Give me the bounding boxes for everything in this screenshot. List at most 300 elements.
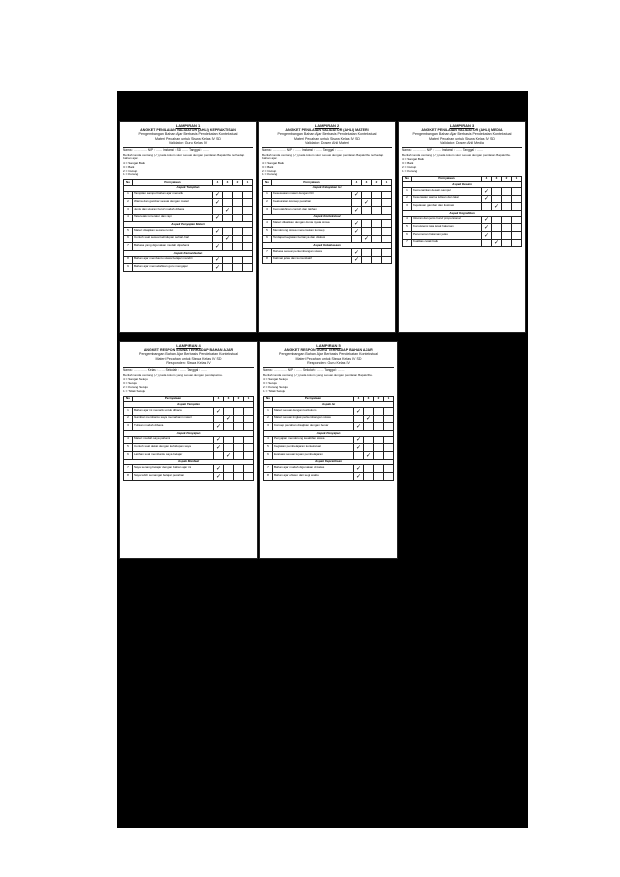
score-cell[interactable] — [354, 436, 364, 444]
score-cell[interactable] — [502, 195, 512, 203]
check-mark-icon: ✓ — [355, 407, 362, 415]
scale-item: 1 = Kurang — [123, 172, 139, 177]
score-cell[interactable] — [364, 415, 374, 423]
sheet-header — [123, 124, 253, 145]
score-cell[interactable] — [492, 203, 502, 211]
score-cell[interactable] — [233, 199, 243, 207]
table-row — [263, 256, 392, 264]
score-cell[interactable] — [384, 423, 394, 431]
score-cell[interactable] — [364, 436, 374, 444]
score-scale — [402, 158, 522, 173]
score-cell[interactable] — [364, 407, 374, 415]
col-statement-header: Pernyataan — [412, 176, 482, 182]
col-no-header: No — [263, 180, 272, 186]
questionnaire-sheet-4 — [119, 341, 258, 559]
row-number: 6 — [124, 452, 133, 460]
score-cell[interactable] — [233, 235, 243, 243]
score-cell[interactable] — [384, 473, 394, 481]
row-statement: Warna dan gambar sesuai dengan materi — [133, 199, 213, 207]
row-statement: Tampilan sampul bahan ajar menarik — [133, 191, 213, 199]
score-cell[interactable] — [362, 228, 372, 236]
score-cell[interactable] — [384, 452, 394, 460]
score-cell[interactable] — [364, 473, 374, 481]
score-cell[interactable] — [244, 465, 254, 473]
score-cell[interactable] — [214, 473, 224, 481]
score-cell[interactable] — [233, 264, 243, 272]
score-cell[interactable] — [492, 216, 502, 224]
score-cell[interactable] — [482, 187, 492, 195]
sheet-topic: Materi Pecahan untuk Siswa Kelas IV SD — [295, 356, 362, 361]
sheet-title: ANGKET PENILAIAN VALIDATOR (AHLI) MATERI — [285, 128, 369, 133]
table-row — [124, 415, 254, 423]
row-statement: Gambar membantu saya memahami materi — [133, 415, 214, 423]
score-cell[interactable] — [502, 203, 512, 211]
row-statement: Contoh soal sesuai kehidupan sehari-hari — [133, 235, 213, 243]
check-mark-icon: ✓ — [353, 256, 360, 264]
col-score-header: 1 — [244, 396, 254, 402]
score-cell[interactable] — [243, 264, 253, 272]
col-statement-header: Pernyataan — [272, 180, 352, 186]
score-cell[interactable] — [354, 465, 364, 473]
scale-item: 4 = Sangat Setuju — [263, 377, 288, 382]
score-cell[interactable] — [352, 228, 362, 236]
table-row — [264, 436, 394, 444]
score-cell[interactable] — [213, 235, 223, 243]
row-number: 1 — [403, 187, 412, 195]
score-cell[interactable] — [352, 206, 362, 214]
score-cell[interactable] — [354, 415, 364, 423]
score-cell[interactable] — [354, 452, 364, 460]
score-cell[interactable] — [384, 407, 394, 415]
table-row — [124, 436, 254, 444]
score-cell[interactable] — [374, 444, 384, 452]
score-cell[interactable] — [512, 239, 522, 247]
check-mark-icon: ✓ — [353, 219, 360, 227]
table-row — [403, 224, 522, 232]
score-cell[interactable] — [382, 199, 392, 207]
score-cell[interactable] — [243, 235, 253, 243]
questionnaire-sheet-3 — [398, 121, 526, 333]
score-cell[interactable] — [244, 423, 254, 431]
score-cell[interactable] — [243, 191, 253, 199]
score-cell[interactable] — [234, 436, 244, 444]
score-cell[interactable] — [233, 256, 243, 264]
score-cell[interactable] — [224, 452, 234, 460]
col-no-header: No — [264, 396, 273, 402]
score-cell[interactable] — [223, 235, 233, 243]
check-mark-icon: ✓ — [215, 407, 222, 415]
score-cell[interactable] — [362, 235, 372, 243]
score-cell[interactable] — [244, 452, 254, 460]
score-cell[interactable] — [512, 232, 522, 240]
score-cell[interactable] — [223, 228, 233, 236]
check-mark-icon: ✓ — [215, 422, 222, 430]
score-cell[interactable] — [234, 465, 244, 473]
score-cell[interactable] — [492, 224, 502, 232]
score-cell[interactable] — [354, 423, 364, 431]
score-cell[interactable] — [223, 206, 233, 214]
table-row — [124, 235, 253, 243]
score-cell[interactable] — [224, 444, 234, 452]
score-cell[interactable] — [224, 436, 234, 444]
check-mark-icon: ✓ — [363, 198, 370, 206]
score-cell[interactable] — [213, 228, 223, 236]
score-cell[interactable] — [214, 415, 224, 423]
score-cell[interactable] — [234, 452, 244, 460]
score-cell[interactable] — [364, 423, 374, 431]
row-number: 6 — [263, 235, 272, 243]
table-row — [263, 220, 392, 228]
row-statement: Konsistensi tata letak halaman — [412, 224, 482, 232]
score-cell[interactable] — [512, 224, 522, 232]
row-number: 3 — [264, 423, 273, 431]
row-statement: Kualitas cetak baik — [412, 239, 482, 247]
score-cell[interactable] — [234, 415, 244, 423]
score-cell[interactable] — [244, 415, 254, 423]
score-cell[interactable] — [233, 228, 243, 236]
col-score-header: 2 — [374, 396, 384, 402]
score-cell[interactable] — [374, 423, 384, 431]
col-no-header: No — [403, 176, 412, 182]
row-number: 4 — [264, 436, 273, 444]
score-cell[interactable] — [243, 214, 253, 222]
score-cell[interactable] — [243, 199, 253, 207]
score-cell[interactable] — [492, 232, 502, 240]
check-mark-icon: ✓ — [365, 415, 372, 423]
score-cell[interactable] — [372, 235, 382, 243]
score-cell[interactable] — [354, 407, 364, 415]
check-mark-icon: ✓ — [353, 248, 360, 256]
score-cell[interactable] — [372, 256, 382, 264]
score-cell[interactable] — [502, 224, 512, 232]
score-cell[interactable] — [213, 206, 223, 214]
score-cell[interactable] — [243, 243, 253, 251]
score-cell[interactable] — [223, 191, 233, 199]
score-cell[interactable] — [352, 256, 362, 264]
score-cell[interactable] — [382, 249, 392, 257]
score-cell[interactable] — [223, 256, 233, 264]
score-cell[interactable] — [224, 407, 234, 415]
sheet-topic: Materi Pecahan untuk Siswa Kelas IV SD — [155, 356, 222, 361]
score-cell[interactable] — [384, 415, 394, 423]
row-number: 6 — [124, 235, 133, 243]
score-cell[interactable] — [512, 203, 522, 211]
row-number: 7 — [124, 465, 133, 473]
row-number: 8 — [263, 256, 272, 264]
table-row — [124, 214, 253, 222]
rating-table — [123, 179, 253, 272]
score-cell[interactable] — [364, 452, 374, 460]
col-score-header: 4 — [214, 396, 224, 402]
section-title: Aspek Penyajian — [124, 431, 254, 437]
table-row — [403, 203, 522, 211]
score-cell[interactable] — [502, 239, 512, 247]
score-cell[interactable] — [224, 473, 234, 481]
score-cell[interactable] — [243, 206, 253, 214]
scale-item: 4 = Sangat Baik — [262, 161, 284, 165]
score-cell[interactable] — [372, 228, 382, 236]
score-cell[interactable] — [364, 444, 374, 452]
check-mark-icon: ✓ — [224, 235, 231, 243]
score-cell[interactable] — [384, 444, 394, 452]
col-score-header: 3 — [224, 396, 234, 402]
col-score-header: 3 — [364, 396, 374, 402]
score-cell[interactable] — [502, 187, 512, 195]
page-background — [117, 91, 528, 828]
score-cell[interactable] — [374, 465, 384, 473]
score-cell[interactable] — [374, 407, 384, 415]
score-cell[interactable] — [234, 423, 244, 431]
col-score-header: 1 — [243, 180, 253, 186]
score-cell[interactable] — [224, 465, 234, 473]
col-score-header: 1 — [512, 176, 522, 182]
sheet-topic: Materi Pecahan untuk Siswa Kelas IV SD — [155, 136, 221, 141]
score-cell[interactable] — [512, 216, 522, 224]
score-cell[interactable] — [482, 224, 492, 232]
score-cell[interactable] — [374, 415, 384, 423]
row-statement: Bahan ajar membantu siswa belajar mandiri — [133, 256, 213, 264]
row-number: 1 — [264, 407, 273, 415]
score-cell[interactable] — [374, 473, 384, 481]
score-cell[interactable] — [492, 239, 502, 247]
sheet-title: ANGKET RESPON GURU TERHADAP BAHAN AJAR — [284, 348, 373, 353]
score-cell[interactable] — [362, 199, 372, 207]
row-statement: Materi dikaitkan dengan dunia nyata siswa — [272, 220, 352, 228]
row-statement: Kesesuaian materi dengan KD — [272, 191, 352, 199]
sheet-header — [402, 124, 522, 145]
score-cell[interactable] — [362, 256, 372, 264]
section-title: Aspek Kebahasaan — [263, 243, 392, 249]
score-cell[interactable] — [384, 465, 394, 473]
table-row — [264, 444, 394, 452]
score-cell[interactable] — [213, 264, 223, 272]
score-cell[interactable] — [372, 206, 382, 214]
score-cell[interactable] — [382, 256, 392, 264]
sheet-subtitle: Pengembangan Bahan Ajar Berbasis Pendekatan Kontekstual — [139, 352, 238, 357]
table-row — [263, 199, 392, 207]
score-cell[interactable] — [482, 203, 492, 211]
score-cell[interactable] — [382, 235, 392, 243]
table-row — [403, 232, 522, 240]
col-statement-header: Pernyataan — [273, 396, 354, 402]
score-cell[interactable] — [382, 206, 392, 214]
appendix-label: LAMPIRAN 4 — [176, 343, 201, 348]
check-mark-icon: ✓ — [493, 239, 500, 247]
check-mark-icon: ✓ — [224, 206, 231, 214]
score-cell[interactable] — [482, 195, 492, 203]
score-cell[interactable] — [233, 206, 243, 214]
score-cell[interactable] — [382, 220, 392, 228]
row-number: 5 — [403, 224, 412, 232]
score-cell[interactable] — [374, 452, 384, 460]
row-number: 2 — [403, 195, 412, 203]
score-cell[interactable] — [213, 243, 223, 251]
identity-fields: Nama : ………… NIP : …… Instansi : SD …… Tanggal : …… — [123, 147, 253, 153]
score-cell[interactable] — [214, 436, 224, 444]
score-cell[interactable] — [482, 216, 492, 224]
score-cell[interactable] — [364, 465, 374, 473]
table-row — [124, 243, 253, 251]
score-cell[interactable] — [352, 235, 362, 243]
check-mark-icon: ✓ — [225, 415, 232, 423]
score-cell[interactable] — [382, 228, 392, 236]
section-title: Aspek Kepraktisan — [264, 459, 394, 465]
col-statement-header: Pernyataan — [133, 180, 213, 186]
row-number: 8 — [124, 473, 133, 481]
instruction-text: Berilah tanda centang (✓) pada kolom skor sesuai dengan penilaian Bapak/Ibu terhadap bahan ajar. — [123, 152, 245, 161]
score-cell[interactable] — [244, 444, 254, 452]
score-cell[interactable] — [352, 249, 362, 257]
score-cell[interactable] — [352, 220, 362, 228]
score-cell[interactable] — [354, 473, 364, 481]
table-row — [124, 228, 253, 236]
score-cell[interactable] — [214, 452, 224, 460]
score-cell[interactable] — [382, 191, 392, 199]
score-scale — [263, 378, 394, 393]
score-cell[interactable] — [374, 436, 384, 444]
score-cell[interactable] — [362, 206, 372, 214]
row-number: 5 — [124, 444, 133, 452]
row-statement: Tata letak isi teratur dan rapi — [133, 214, 213, 222]
row-number: 7 — [403, 239, 412, 247]
scale-item: 1 = Kurang — [402, 168, 418, 173]
table-row — [124, 444, 254, 452]
row-number: 3 — [263, 206, 272, 214]
score-cell[interactable] — [234, 473, 244, 481]
table-row — [264, 452, 394, 460]
score-cell[interactable] — [482, 239, 492, 247]
row-number: 3 — [124, 206, 133, 214]
score-cell[interactable] — [243, 228, 253, 236]
check-mark-icon: ✓ — [355, 465, 362, 473]
score-cell[interactable] — [223, 199, 233, 207]
col-statement-header: Pernyataan — [133, 396, 214, 402]
score-cell[interactable] — [214, 423, 224, 431]
score-cell[interactable] — [502, 232, 512, 240]
score-cell[interactable] — [223, 214, 233, 222]
scale-item: 4 = Sangat Baik — [123, 161, 145, 165]
row-statement: Materi sesuai tingkat perkembangan siswa — [273, 415, 354, 423]
check-mark-icon: ✓ — [214, 227, 221, 235]
score-cell[interactable] — [234, 407, 244, 415]
score-cell[interactable] — [372, 191, 382, 199]
check-mark-icon: ✓ — [493, 202, 500, 210]
table-row — [124, 206, 253, 214]
score-cell[interactable] — [234, 444, 244, 452]
score-cell[interactable] — [213, 191, 223, 199]
table-row — [264, 473, 394, 481]
score-cell[interactable] — [233, 243, 243, 251]
row-number: 2 — [264, 415, 273, 423]
score-cell[interactable] — [213, 214, 223, 222]
sheet-title: ANGKET PENILAIAN VALIDATOR (AHLI) KEPRAKTISAN — [140, 128, 236, 133]
row-number: 2 — [124, 415, 133, 423]
score-cell[interactable] — [224, 423, 234, 431]
row-statement: Kegiatan pembelajaran kontekstual — [273, 444, 354, 452]
score-cell[interactable] — [244, 407, 254, 415]
scale-item: 2 = Cukup — [402, 165, 417, 169]
table-row — [264, 423, 394, 431]
row-number: 2 — [124, 199, 133, 207]
col-score-header: 4 — [354, 396, 364, 402]
table-row — [124, 191, 253, 199]
score-cell[interactable] — [233, 191, 243, 199]
questionnaire-sheet-5 — [259, 341, 398, 559]
score-cell[interactable] — [354, 444, 364, 452]
sheet-header — [262, 124, 392, 145]
scale-item: 3 = Baik — [123, 164, 135, 169]
check-mark-icon: ✓ — [214, 191, 221, 199]
score-cell[interactable] — [362, 191, 372, 199]
score-cell[interactable] — [223, 264, 233, 272]
check-mark-icon: ✓ — [483, 231, 490, 239]
row-number: 8 — [124, 256, 133, 264]
score-cell[interactable] — [213, 199, 223, 207]
score-cell[interactable] — [482, 232, 492, 240]
score-cell[interactable] — [512, 187, 522, 195]
scale-item: 1 = Tidak Setuju — [123, 388, 146, 393]
table-row — [264, 407, 394, 415]
score-cell[interactable] — [244, 436, 254, 444]
score-cell[interactable] — [492, 187, 502, 195]
score-cell[interactable] — [213, 256, 223, 264]
score-cell[interactable] — [214, 444, 224, 452]
score-cell[interactable] — [243, 256, 253, 264]
check-mark-icon: ✓ — [215, 472, 222, 480]
col-score-header: 1 — [382, 180, 392, 186]
score-cell[interactable] — [214, 465, 224, 473]
score-cell[interactable] — [233, 214, 243, 222]
row-statement: Kejelasan gambar dan ilustrasi — [412, 203, 482, 211]
score-cell[interactable] — [372, 249, 382, 257]
table-row — [263, 235, 392, 243]
row-number: 4 — [124, 214, 133, 222]
score-cell[interactable] — [372, 199, 382, 207]
row-statement: Materi disajikan secara runtut — [133, 228, 213, 236]
score-cell[interactable] — [223, 243, 233, 251]
score-scale — [123, 378, 254, 393]
row-number: 9 — [124, 264, 133, 272]
rating-table — [263, 396, 394, 481]
col-no-header: No — [124, 396, 133, 402]
row-number: 5 — [264, 444, 273, 452]
score-cell[interactable] — [352, 191, 362, 199]
score-cell[interactable] — [362, 220, 372, 228]
score-cell[interactable] — [244, 473, 254, 481]
check-mark-icon: ✓ — [215, 444, 222, 451]
score-cell[interactable] — [384, 436, 394, 444]
score-cell[interactable] — [492, 195, 502, 203]
score-cell[interactable] — [512, 195, 522, 203]
score-cell[interactable] — [362, 249, 372, 257]
table-row — [403, 239, 522, 247]
table-row — [124, 423, 254, 431]
col-score-header: 4 — [213, 180, 223, 186]
score-cell[interactable] — [352, 199, 362, 207]
score-cell[interactable] — [502, 216, 512, 224]
row-statement: Keakuratan konsep pecahan — [272, 199, 352, 207]
score-cell[interactable] — [214, 407, 224, 415]
questionnaire-sheet-2 — [258, 121, 396, 333]
score-scale — [262, 162, 392, 177]
score-cell[interactable] — [224, 415, 234, 423]
col-score-header: 4 — [482, 176, 492, 182]
score-cell[interactable] — [372, 220, 382, 228]
section-title: Aspek Kelayakan Isi — [263, 185, 392, 191]
section-title: Aspek Penyajian — [264, 431, 394, 437]
sheet-subtitle: Pengembangan Bahan Ajar Berbasis Pendekatan Kontekstual — [279, 352, 378, 357]
row-statement: Materi sesuai dengan kurikulum — [273, 407, 354, 415]
